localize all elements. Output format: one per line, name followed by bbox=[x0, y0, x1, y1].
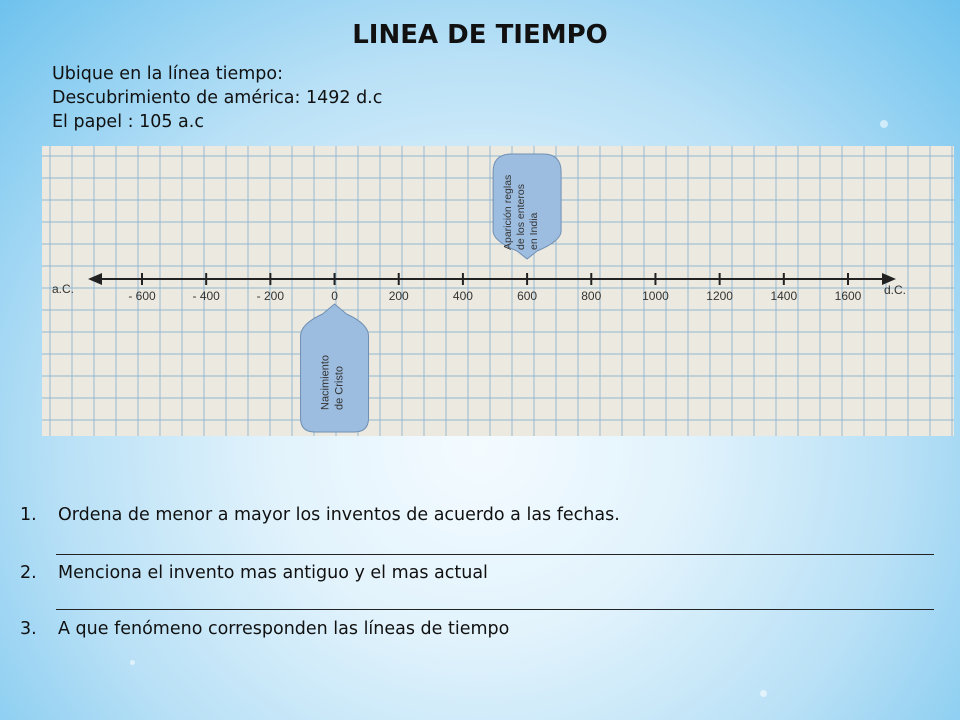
tick-label: 1000 bbox=[642, 289, 669, 303]
instructions bbox=[52, 62, 382, 134]
event-label-line: en India bbox=[528, 212, 541, 250]
tick-label: 0 bbox=[331, 289, 338, 303]
event-marker bbox=[301, 304, 369, 432]
question-item bbox=[20, 619, 509, 639]
instruction-line: Ubique en la línea tiempo: bbox=[52, 64, 283, 84]
question-number: 3. bbox=[20, 619, 37, 639]
event-marker bbox=[493, 154, 561, 259]
tick-label: 800 bbox=[581, 289, 602, 303]
question-item bbox=[20, 563, 488, 583]
page-title: LINEA DE TIEMPO bbox=[352, 20, 608, 50]
question-number: 2. bbox=[20, 563, 37, 583]
tick-label: 1200 bbox=[706, 289, 733, 303]
answer-line[interactable] bbox=[56, 609, 934, 610]
background-sparkle bbox=[880, 120, 888, 128]
era-label-left: a.C. bbox=[52, 282, 75, 296]
tick-label: 600 bbox=[517, 289, 538, 303]
background-sparkle bbox=[130, 660, 135, 665]
instruction-line: Descubrimiento de américa: 1492 d.c bbox=[52, 88, 383, 108]
era-label-right: d.C. bbox=[884, 283, 907, 297]
tick-label: - 400 bbox=[192, 289, 220, 303]
timeline-image bbox=[42, 146, 954, 436]
question-number: 1. bbox=[20, 505, 37, 525]
question-text: A que fenómeno corresponden las líneas de tiempo bbox=[58, 619, 510, 639]
question-item bbox=[20, 505, 620, 525]
event-label-line: de Cristo bbox=[333, 365, 346, 410]
question-text: Menciona el invento mas antiguo y el mas actual bbox=[58, 563, 488, 583]
event-label-line: Aparición reglas bbox=[502, 174, 515, 250]
event-label-line: Nacimiento bbox=[319, 354, 332, 410]
instruction-line: El papel : 105 a.c bbox=[52, 112, 204, 132]
event-label-line: de los enteros bbox=[515, 184, 528, 250]
tick-label: 1400 bbox=[770, 289, 798, 303]
tick-label: - 600 bbox=[128, 289, 156, 303]
tick-label: - 200 bbox=[256, 289, 285, 303]
background-sparkle bbox=[760, 690, 767, 697]
tick-label: 1600 bbox=[834, 289, 862, 303]
tick-label: 200 bbox=[388, 289, 409, 303]
question-text: Ordena de menor a mayor los inventos de acuerdo a las fechas. bbox=[58, 505, 620, 525]
timeline-svg bbox=[42, 146, 954, 436]
tick-label: 400 bbox=[452, 289, 473, 303]
answer-line[interactable] bbox=[56, 554, 934, 555]
